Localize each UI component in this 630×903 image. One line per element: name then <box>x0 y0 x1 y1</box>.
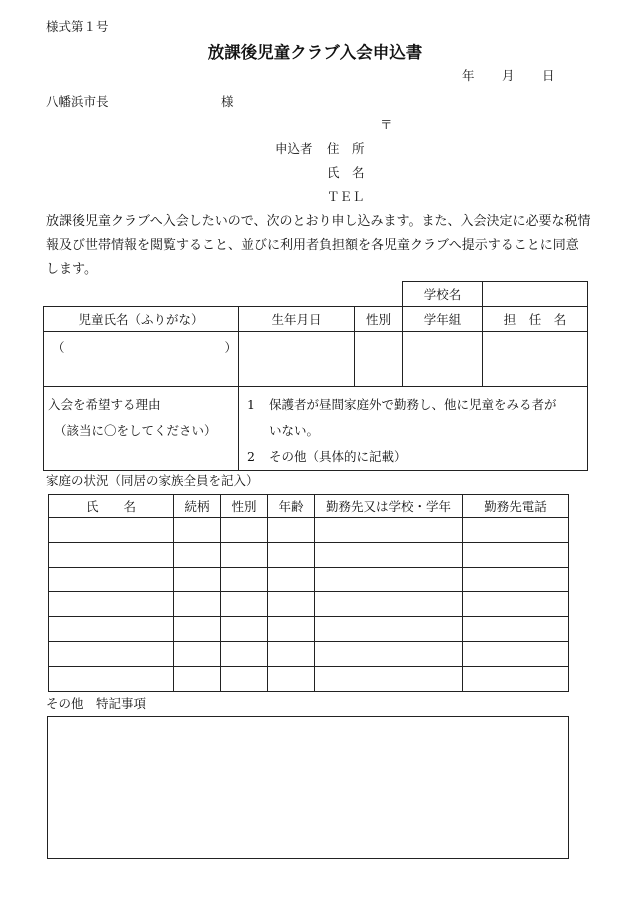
family-row <box>49 518 569 543</box>
reason-options-cell <box>239 387 588 471</box>
workplace-school-header: 勤務先又は学校・学年 <box>315 495 463 518</box>
workplace-phone-cell[interactable] <box>463 542 569 567</box>
relationship-cell[interactable] <box>174 592 221 617</box>
family-gender-cell[interactable] <box>221 592 268 617</box>
family-gender-cell[interactable] <box>221 567 268 592</box>
family-name-cell[interactable] <box>49 518 174 543</box>
gender-header: 性別 <box>355 307 403 332</box>
notes-textarea[interactable] <box>47 716 569 859</box>
postal-mark: 〒 <box>380 117 393 132</box>
family-gender-cell[interactable] <box>221 518 268 543</box>
family-name-cell[interactable] <box>49 666 174 691</box>
workplace-school-cell[interactable] <box>315 567 463 592</box>
school-name-field[interactable] <box>483 282 588 307</box>
birthdate-header: 生年月日 <box>239 307 355 332</box>
age-cell[interactable] <box>268 592 315 617</box>
workplace-phone-cell[interactable] <box>463 666 569 691</box>
applicant-label: 申込者 <box>275 141 313 156</box>
family-gender-header: 性別 <box>221 495 268 518</box>
date-day-label: 日 <box>542 68 555 83</box>
reason-label-cell <box>44 387 239 471</box>
reason-option-1[interactable] <box>247 392 583 418</box>
workplace-school-cell[interactable] <box>315 542 463 567</box>
paren-open: （ <box>52 340 65 355</box>
family-name-cell[interactable] <box>49 592 174 617</box>
workplace-school-cell[interactable] <box>315 592 463 617</box>
grade-class-field[interactable] <box>403 332 483 387</box>
family-name-header: 氏 名 <box>49 495 174 518</box>
family-name-cell[interactable] <box>49 542 174 567</box>
family-row <box>49 641 569 666</box>
option-1-text-continued: いない。 <box>269 423 320 438</box>
reason-label: 入会を希望する理由 <box>48 397 161 412</box>
school-name-label: 学校名 <box>403 282 483 307</box>
relationship-cell[interactable] <box>174 542 221 567</box>
teacher-header: 担 任 名 <box>483 307 588 332</box>
age-cell[interactable] <box>268 641 315 666</box>
family-row <box>49 542 569 567</box>
form-title: 放課後児童クラブ入会申込書 <box>207 43 423 62</box>
family-row <box>49 666 569 691</box>
family-gender-cell[interactable] <box>221 666 268 691</box>
relationship-cell[interactable] <box>174 641 221 666</box>
relationship-cell[interactable] <box>174 617 221 642</box>
tel-label: ＴＥＬ <box>327 189 365 204</box>
child-table <box>43 306 588 471</box>
family-section-label: 家庭の状況（同居の家族全員を記入） <box>46 473 259 488</box>
age-cell[interactable] <box>268 666 315 691</box>
school-name-table <box>402 281 588 307</box>
child-name-header: 児童氏名（ふりがな） <box>44 307 239 332</box>
grade-class-header: 学年組 <box>403 307 483 332</box>
family-table <box>48 494 569 692</box>
teacher-field[interactable] <box>483 332 588 387</box>
option-1-text: 保護者が昼間家庭外で勤務し、他に児童をみる者が <box>269 397 557 412</box>
date-month-label: 月 <box>502 68 515 83</box>
age-cell[interactable] <box>268 518 315 543</box>
workplace-phone-cell[interactable] <box>463 592 569 617</box>
family-name-cell[interactable] <box>49 641 174 666</box>
workplace-phone-cell[interactable] <box>463 567 569 592</box>
name-label: 氏 名 <box>327 165 365 180</box>
age-header: 年齢 <box>268 495 315 518</box>
family-gender-cell[interactable] <box>221 641 268 666</box>
family-name-cell[interactable] <box>49 617 174 642</box>
workplace-school-cell[interactable] <box>315 641 463 666</box>
age-cell[interactable] <box>268 542 315 567</box>
date-year-label: 年 <box>462 68 475 83</box>
relationship-cell[interactable] <box>174 666 221 691</box>
option-2-text: その他（具体的に記載） <box>269 449 407 464</box>
family-row <box>49 617 569 642</box>
family-gender-cell[interactable] <box>221 617 268 642</box>
child-name-field[interactable] <box>44 332 239 387</box>
reason-note: （該当に〇をしてください） <box>54 423 217 438</box>
reason-option-2[interactable] <box>247 444 583 470</box>
relationship-cell[interactable] <box>174 567 221 592</box>
workplace-phone-header: 勤務先電話 <box>463 495 569 518</box>
addressee-honorific: 様 <box>221 94 234 109</box>
workplace-phone-cell[interactable] <box>463 641 569 666</box>
family-row <box>49 567 569 592</box>
workplace-phone-cell[interactable] <box>463 518 569 543</box>
age-cell[interactable] <box>268 567 315 592</box>
gender-field[interactable] <box>355 332 403 387</box>
family-name-cell[interactable] <box>49 567 174 592</box>
relationship-header: 続柄 <box>174 495 221 518</box>
workplace-school-cell[interactable] <box>315 617 463 642</box>
paren-close: ） <box>224 340 238 355</box>
option-1-number: 1 <box>247 397 255 412</box>
workplace-phone-cell[interactable] <box>463 617 569 642</box>
option-2-number: 2 <box>247 449 255 464</box>
form-number: 様式第１号 <box>46 19 109 34</box>
family-row <box>49 592 569 617</box>
workplace-school-cell[interactable] <box>315 518 463 543</box>
relationship-cell[interactable] <box>174 518 221 543</box>
notes-label: その他 特記事項 <box>46 696 147 711</box>
intro-text: 放課後児童クラブへ入会したいので、次のとおり申し込みます。また、入会決定に必要な税情報及び世帯情報を閲覧すること、並びに利用者負担額を各児童クラブへ提示することに同意します。 <box>46 214 591 277</box>
workplace-school-cell[interactable] <box>315 666 463 691</box>
age-cell[interactable] <box>268 617 315 642</box>
birthdate-field[interactable] <box>239 332 355 387</box>
family-gender-cell[interactable] <box>221 542 268 567</box>
addressee-name: 八幡浜市長 <box>46 94 109 109</box>
address-label: 住 所 <box>327 141 365 156</box>
